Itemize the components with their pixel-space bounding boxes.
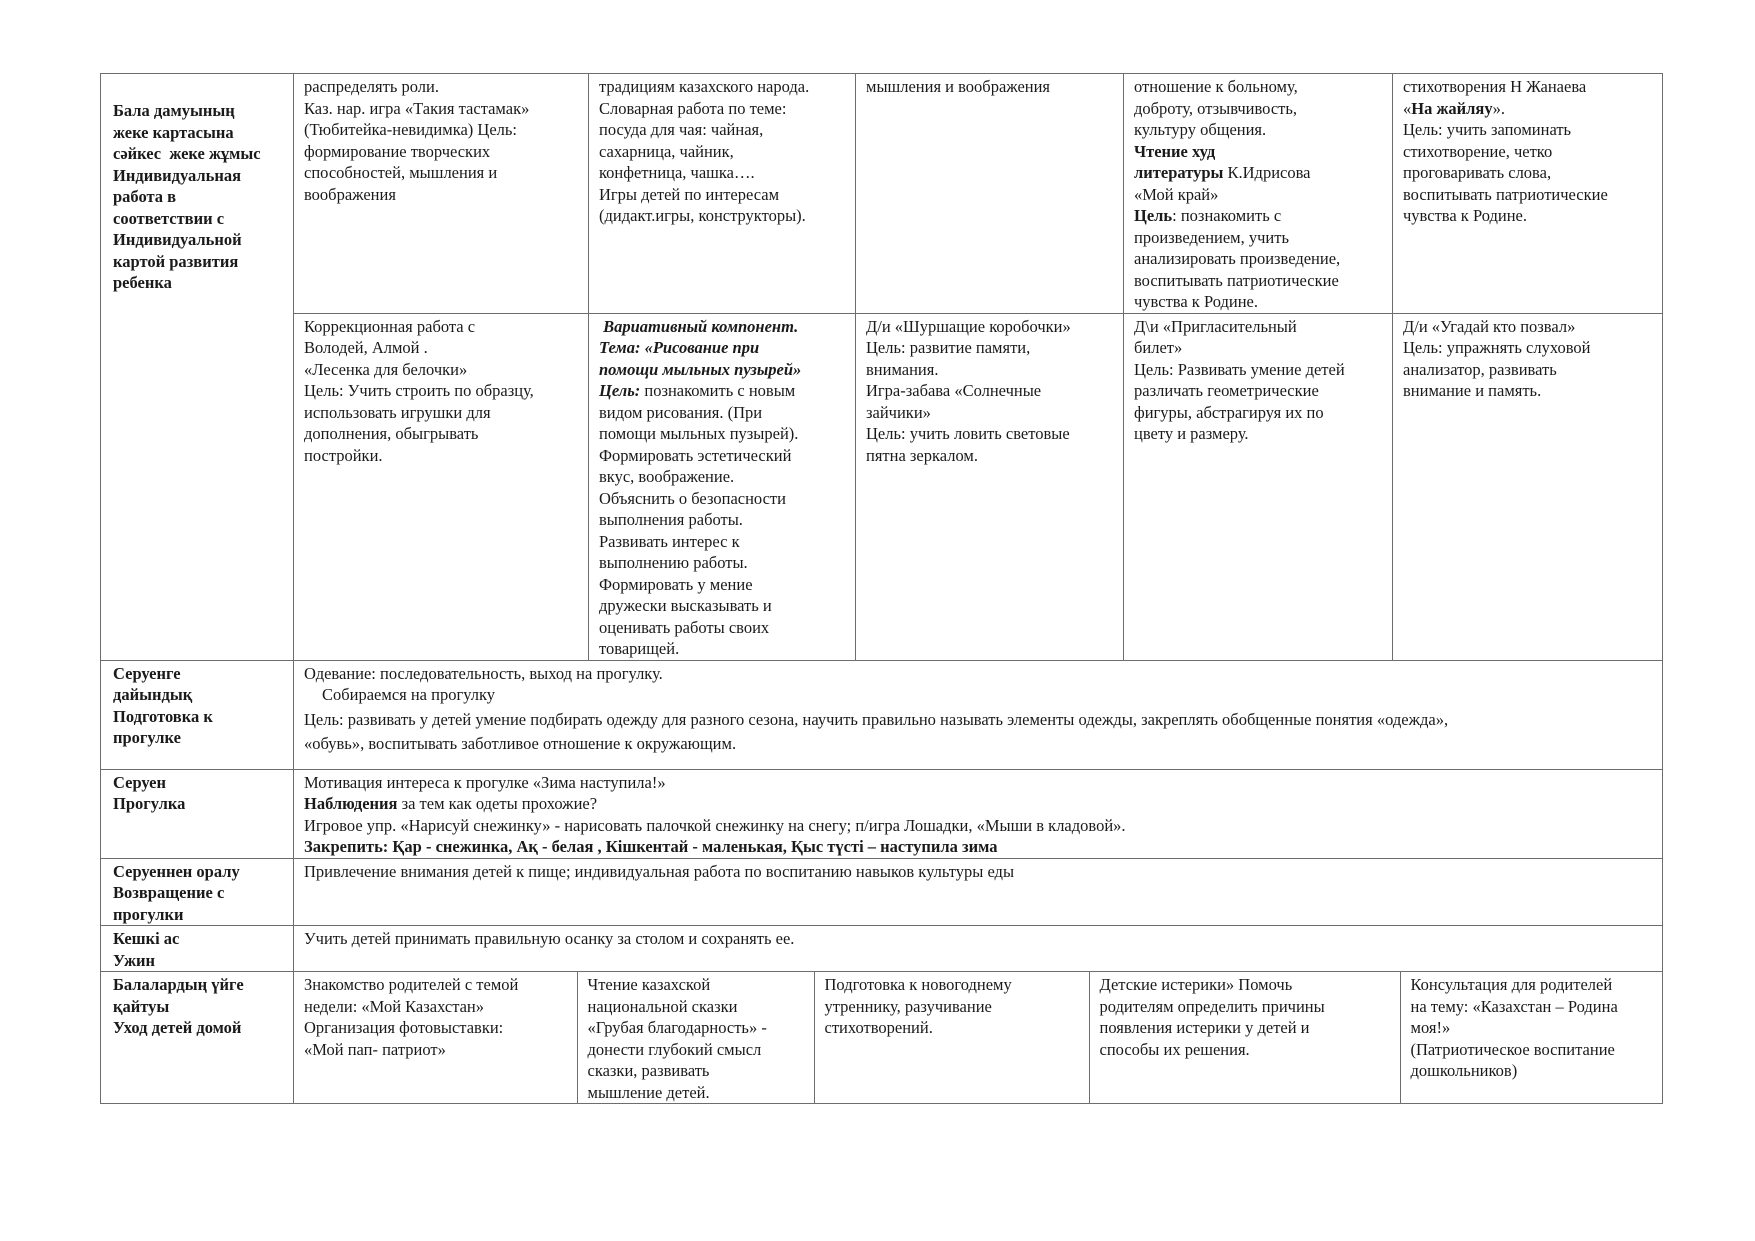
cell-text: (Тюбитейка-невидимка) Цель:	[304, 120, 517, 139]
row-label-line: Серуенге	[113, 663, 181, 683]
home-cell-line: сказки, развивать	[587, 1061, 710, 1080]
cell-line	[599, 205, 845, 227]
row-label-line: Серуеннен оралу	[113, 861, 240, 881]
dinner-row	[101, 926, 1663, 972]
row-label-line: работа в	[113, 187, 177, 206]
cell-text: Цель: развитие памяти,	[866, 338, 1031, 357]
cell-line	[599, 445, 845, 467]
cell-line	[599, 184, 845, 206]
walk-prep-goal: «обувь», воспитывать заботливое отношение к окружающим.	[304, 734, 737, 753]
cell-text: Д/и «Шуршащие коробочки»	[866, 316, 1071, 336]
cell-line	[866, 316, 1113, 338]
cell-text: зайчики»	[866, 402, 931, 422]
cell-text: культуру общения.	[1134, 120, 1267, 139]
home-cell-line: на тему: «Казахстан – Родина	[1410, 996, 1618, 1016]
row-label-line: Ужин	[113, 950, 156, 970]
home-cell-line: национальной сказки	[587, 996, 738, 1016]
individual-cell	[1124, 313, 1393, 660]
cell-text: традициям казахского народа.	[599, 77, 810, 96]
cell-line	[1403, 359, 1652, 381]
home-cell-line: моя!»	[1410, 1018, 1451, 1037]
cell-line	[1403, 98, 1652, 120]
cell-text: Коррекционная работа с	[304, 316, 476, 336]
cell-line	[599, 574, 845, 596]
cell-line	[304, 162, 578, 184]
row-label-line: Возвращение с	[113, 883, 225, 902]
cell-line	[599, 423, 845, 445]
row-label-line: ребенка	[113, 273, 172, 292]
cell-line	[1134, 76, 1382, 98]
cell-text: Цель: учить ловить световые	[866, 424, 1070, 443]
cell-line	[304, 423, 578, 445]
walk-prep-row	[101, 660, 1663, 769]
cell-text: выполнению работы.	[599, 553, 748, 572]
return-label	[101, 858, 294, 926]
row-label-line: Уход детей домой	[113, 1018, 242, 1037]
cell-text: Каз. нар. игра «Такия тастамак»	[304, 98, 530, 118]
home-cell-line: (Патриотическое воспитание	[1410, 1039, 1615, 1059]
individual-work-row-2	[101, 313, 1663, 660]
cell-text: Игра-забава «Солнечные	[866, 381, 1042, 400]
cell-line	[866, 337, 1113, 359]
return-row	[101, 858, 1663, 926]
row-label-line: прогулки	[113, 904, 184, 924]
emphasis-text: Цель:	[599, 381, 641, 400]
cell-line	[599, 316, 845, 338]
individual-cell	[589, 74, 856, 314]
cell-line	[304, 402, 578, 424]
cell-line	[599, 98, 845, 120]
cell-line	[304, 141, 578, 163]
cell-line	[599, 531, 845, 553]
cell-line	[1134, 98, 1382, 120]
cell-line	[1403, 337, 1652, 359]
cell-text: Цель: учить запоминать	[1403, 120, 1572, 139]
row-label-line: Балалардың үйге	[113, 975, 244, 994]
walk-prep-line: Собираемся на прогулку	[322, 685, 496, 704]
cell-line	[1403, 162, 1652, 184]
row-label-line: картой развития	[113, 251, 239, 271]
cell-text: ».	[1492, 98, 1505, 118]
cell-line	[866, 359, 1113, 381]
cell-line	[599, 162, 845, 184]
individual-cell	[294, 313, 589, 660]
row-label-line: Серуен	[113, 772, 166, 792]
walk-label	[101, 769, 294, 858]
walk-content	[294, 769, 1663, 858]
home-cell-line: «Грубая благодарность» -	[587, 1018, 767, 1037]
cell-line	[1134, 423, 1382, 445]
individual-work-label	[101, 74, 294, 661]
cell-line	[1134, 316, 1382, 338]
home-cell	[1400, 972, 1663, 1103]
cell-text: оценивать работы своих	[599, 617, 770, 637]
home-cell-line: способы их решения.	[1099, 1039, 1250, 1059]
walk-prep-line: Одевание: последовательность, выход на прогулку.	[304, 663, 663, 683]
cell-text: цвету и размеру.	[1134, 424, 1249, 443]
home-cell-line: Подготовка к новогоднему	[824, 975, 1012, 994]
cell-line	[866, 445, 1113, 467]
cell-line	[1134, 205, 1382, 227]
home-cell-line: Детские истерики» Помочь	[1099, 975, 1293, 994]
cell-text: «Лесенка для белочки»	[304, 359, 468, 379]
cell-line	[304, 380, 578, 402]
cell-line	[866, 423, 1113, 445]
walk-vocabulary: Закрепить: Қар - снежинка, Ақ - белая , Кішкентай - маленькая, Қыс түсті – наступила зима	[304, 837, 998, 856]
bold-text: На жайляу	[1411, 98, 1493, 118]
cell-text: сахарница, чайник,	[599, 141, 734, 161]
home-cell	[294, 972, 577, 1103]
cell-line	[304, 184, 578, 206]
individual-cell	[589, 313, 856, 660]
cell-text: выполнения работы.	[599, 510, 743, 529]
emphasis-text: помощи мыльных пузырей»	[599, 359, 802, 379]
dinner-label	[101, 926, 294, 972]
cell-text: использовать игрушки для	[304, 402, 491, 422]
walk-row	[101, 769, 1663, 858]
cell-line	[1403, 205, 1652, 227]
emphasis-text: Вариативный компонент.	[599, 316, 799, 336]
home-cell	[814, 972, 1089, 1103]
cell-text: Цель: упражнять слуховой	[1403, 338, 1591, 357]
cell-line	[1403, 119, 1652, 141]
cell-text: Игры детей по интересам	[599, 184, 780, 204]
home-cell	[1089, 972, 1400, 1103]
cell-text: произведением, учить	[1134, 227, 1289, 247]
home-cell-line: Консультация для родителей	[1410, 975, 1613, 994]
cell-text: стихотворения Н Жанаева	[1403, 77, 1587, 96]
cell-text: : познакомить с	[1172, 206, 1282, 225]
cell-line	[599, 380, 845, 402]
cell-text: Д\и «Пригласительный	[1134, 316, 1297, 336]
cell-line	[599, 466, 845, 488]
individual-cell	[1124, 74, 1393, 314]
cell-text: отношение к больному,	[1134, 77, 1298, 96]
cell-text: дополнения, обыгрывать	[304, 424, 479, 443]
cell-line	[599, 638, 845, 660]
plan-table	[100, 73, 1663, 1104]
cell-line	[599, 595, 845, 617]
walk-prep-goal: Цель: развивать у детей умение подбирать одежду для разного сезона, научить правильно называть элементы одежды, закреплять обобщенные понятия «одежда»,	[304, 709, 1449, 729]
home-cell	[577, 972, 814, 1103]
home-cell-line: появления истерики у детей и	[1099, 1018, 1310, 1037]
row-label-line: сәйкес жеке жұмыс	[113, 144, 261, 163]
cell-text: чувства к Родине.	[1134, 292, 1258, 311]
cell-text: анализировать произведение,	[1134, 249, 1341, 268]
home-cell-line: «Мой пап- патриот»	[304, 1039, 446, 1059]
cell-text: дружески высказывать и	[599, 596, 772, 615]
cell-line	[599, 76, 845, 98]
home-row	[101, 972, 1663, 1104]
individual-cell	[856, 74, 1124, 314]
walk-observation	[304, 793, 1652, 815]
walk-games: Игровое упр. «Нарисуй снежинку» - нарисовать палочкой снежинку на снегу; п/игра Лошадки, «Мыши в кладовой».	[304, 815, 1126, 835]
cell-text: различать геометрические	[1134, 381, 1319, 400]
cell-text: товарищей.	[599, 639, 680, 658]
cell-text: постройки.	[304, 445, 383, 465]
row-label-line: Прогулка	[113, 794, 186, 813]
walk-motivation: Мотивация интереса к прогулке «Зима наступила!»	[304, 772, 666, 792]
cell-line	[1134, 248, 1382, 270]
cell-line	[866, 380, 1113, 402]
individual-cell	[1393, 74, 1663, 314]
home-cell-line: родителям определить причины	[1099, 996, 1325, 1016]
cell-line	[1134, 270, 1382, 292]
cell-line	[599, 402, 845, 424]
cell-line	[599, 617, 845, 639]
row-label-line: дайындық	[113, 685, 193, 704]
cell-text: воспитывать патриотические	[1134, 270, 1339, 290]
cell-text: Цель: Учить строить по образцу,	[304, 381, 534, 400]
cell-line	[1134, 227, 1382, 249]
cell-line	[304, 119, 578, 141]
cell-text: познакомить с новым	[640, 381, 796, 400]
home-cell-line: утреннику, разучивание	[824, 996, 992, 1016]
cell-line	[1134, 291, 1382, 313]
row-label-line: жеке картасына	[113, 122, 234, 142]
cell-line	[1403, 316, 1652, 338]
row-label-line: прогулке	[113, 728, 181, 747]
cell-line	[1403, 380, 1652, 402]
row-label-line: Индивидуальной	[113, 230, 242, 249]
cell-line	[1134, 162, 1382, 184]
cell-text: билет»	[1134, 338, 1183, 357]
row-label-line: Индивидуальная	[113, 165, 242, 185]
home-cell-line: стихотворений.	[824, 1018, 933, 1037]
cell-text: Д/и «Угадай кто позвал»	[1403, 316, 1576, 336]
cell-text: видом рисования. (При	[599, 402, 763, 422]
cell-text: Развивать интерес к	[599, 531, 740, 551]
cell-line	[1403, 76, 1652, 98]
cell-text: распределять роли.	[304, 77, 439, 96]
cell-text: К.Идрисова	[1223, 163, 1311, 182]
home-cell-line: донести глубокий смысл	[587, 1039, 762, 1059]
cell-line	[304, 98, 578, 120]
home-content	[294, 972, 1663, 1104]
cell-line	[304, 359, 578, 381]
cell-text: Формировать у мение	[599, 574, 753, 594]
home-cell-line: недели: «Мой Казахстан»	[304, 996, 485, 1016]
cell-line	[1403, 141, 1652, 163]
cell-text: помощи мыльных пузырей).	[599, 424, 799, 443]
cell-text: формирование творческих	[304, 141, 491, 161]
cell-text: Цель: Развивать умение детей	[1134, 359, 1345, 379]
cell-text: фигуры, абстрагируя их по	[1134, 402, 1324, 422]
cell-line	[599, 488, 845, 510]
bold-text: Цель	[1134, 206, 1173, 225]
row-label-line: Бала дамуының	[113, 101, 235, 120]
observation-text: за тем как одеты прохожие?	[397, 794, 598, 813]
cell-line	[866, 402, 1113, 424]
home-label	[101, 972, 294, 1104]
cell-line	[599, 119, 845, 141]
observation-label: Наблюдения	[304, 794, 398, 813]
cell-line	[304, 316, 578, 338]
walk-prep-content	[294, 660, 1663, 769]
bold-text: Чтение худ	[1134, 141, 1216, 161]
individual-cell	[856, 313, 1124, 660]
cell-text: стихотворение, четко	[1403, 141, 1553, 161]
home-cell-line: Организация фотовыставки:	[304, 1018, 504, 1037]
page	[100, 73, 1662, 1104]
cell-text: (дидакт.игры, конструкторы).	[599, 206, 806, 225]
row-label-line: қайтуы	[113, 996, 170, 1016]
cell-line	[599, 552, 845, 574]
cell-text: «Мой край»	[1134, 184, 1219, 204]
return-content: Привлечение внимания детей к пище; индивидуальная работа по воспитанию навыков культуры еды	[294, 858, 1663, 926]
row-label-line: Кешкі ас	[113, 929, 180, 948]
cell-line	[599, 141, 845, 163]
emphasis-text: Тема: «Рисование при	[599, 338, 760, 357]
home-subtable	[294, 972, 1663, 1103]
cell-line	[304, 337, 578, 359]
cell-line	[1134, 184, 1382, 206]
dinner-content: Учить детей принимать правильную осанку за столом и сохранять ее.	[294, 926, 1663, 972]
cell-text: мышления и воображения	[866, 77, 1051, 96]
cell-line	[1134, 119, 1382, 141]
cell-text: доброту, отзывчивость,	[1134, 98, 1298, 118]
cell-line	[599, 359, 845, 381]
cell-text: посуда для чая: чайная,	[599, 120, 764, 139]
cell-text: Формировать эстетический	[599, 445, 792, 465]
cell-text: анализатор, развивать	[1403, 359, 1557, 379]
row-label-line: соответствии с	[113, 208, 225, 228]
cell-text: конфетница, чашка….	[599, 163, 755, 182]
cell-text: Словарная работа по теме:	[599, 98, 787, 118]
individual-cell	[1393, 313, 1663, 660]
home-cell-line: дошкольников)	[1410, 1061, 1518, 1080]
cell-text: «	[1403, 98, 1412, 118]
cell-text: внимание и память.	[1403, 381, 1542, 400]
bold-text: литературы	[1134, 163, 1224, 182]
cell-text: способностей, мышления и	[304, 163, 498, 182]
cell-line	[866, 76, 1113, 98]
cell-text: воображения	[304, 184, 396, 204]
home-cell-line: Знакомство родителей с темой	[304, 975, 519, 994]
cell-text: воспитывать патриотические	[1403, 184, 1608, 204]
cell-line	[304, 445, 578, 467]
cell-line	[599, 509, 845, 531]
home-cell-line: Чтение казахской	[587, 975, 711, 994]
cell-line	[1134, 337, 1382, 359]
cell-text: Объяснить о безопасности	[599, 488, 786, 508]
cell-line	[304, 76, 578, 98]
walk-prep-label	[101, 660, 294, 769]
individual-cell	[294, 74, 589, 314]
cell-line	[1134, 402, 1382, 424]
row-label-line: Подготовка к	[113, 706, 213, 726]
cell-line	[1134, 359, 1382, 381]
individual-work-row-1	[101, 74, 1663, 314]
cell-line	[1134, 141, 1382, 163]
cell-text: Володей, Алмой .	[304, 338, 428, 357]
cell-line	[599, 337, 845, 359]
cell-text: вкус, воображение.	[599, 467, 735, 486]
cell-text: пятна зеркалом.	[866, 445, 978, 465]
cell-text: внимания.	[866, 359, 939, 379]
cell-text: проговаривать слова,	[1403, 163, 1552, 182]
cell-text: чувства к Родине.	[1403, 206, 1527, 225]
cell-line	[1403, 184, 1652, 206]
home-cell-line: мышление детей.	[587, 1082, 710, 1102]
cell-line	[1134, 380, 1382, 402]
